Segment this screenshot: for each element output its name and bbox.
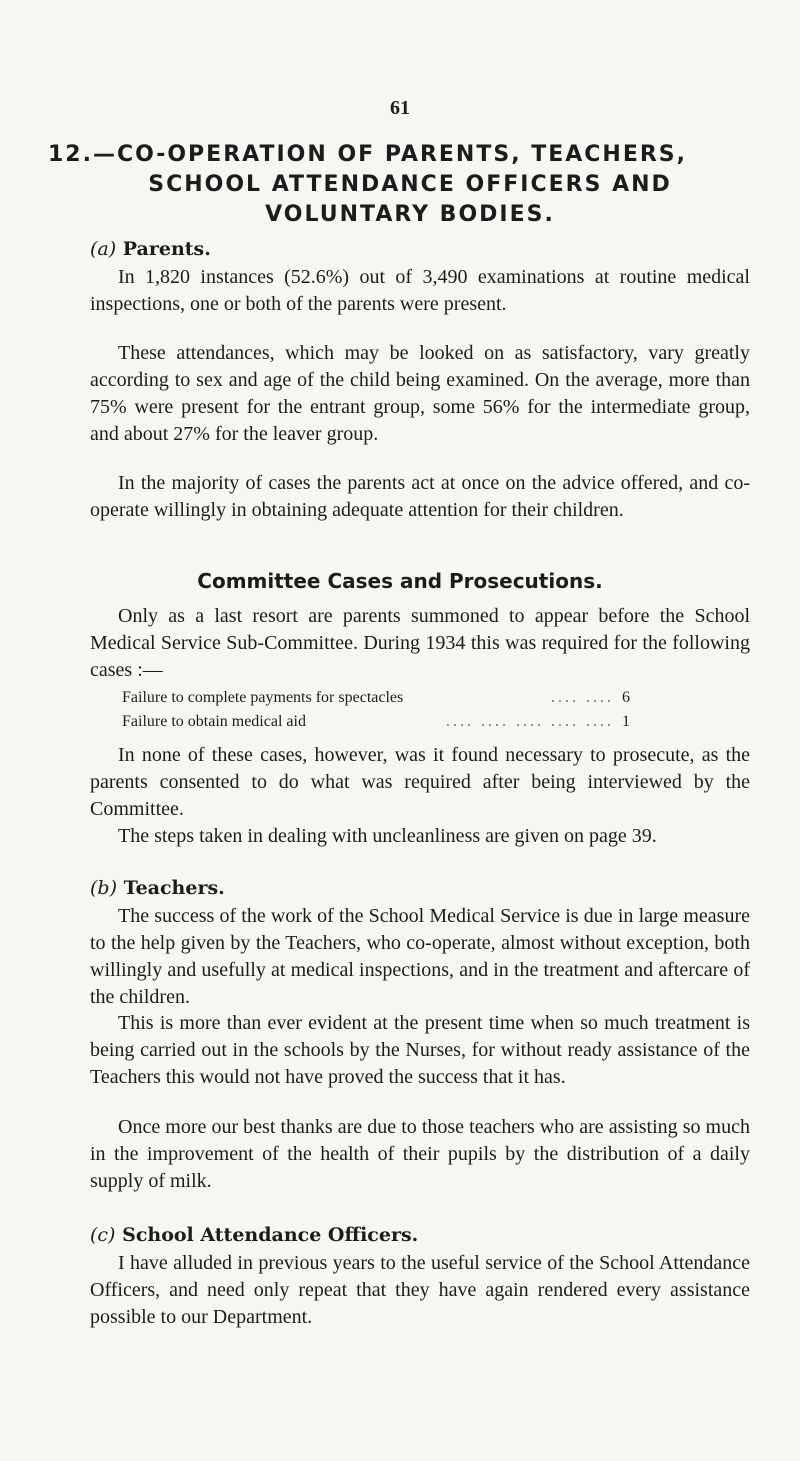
teachers-heading <box>90 875 750 902</box>
section-title <box>40 140 780 230</box>
parents-heading-text: Parents. <box>122 238 211 260</box>
case-count: 6 <box>622 689 630 706</box>
attendance-letter: (c) <box>90 1224 116 1246</box>
teachers-letter: (b) <box>90 877 117 899</box>
leader-dots: .... .... .... .... .... <box>446 713 614 730</box>
parents-paragraph-2: These attendances, which may be looked on as satisfactory, vary greatly according to sex and age of the child being examined. On the average, more than 75% were present for the entrant group, some 56% for the intermediate group, and about 27% for the leaver group. <box>90 342 750 445</box>
section-title-line-2: SCHOOL ATTENDANCE OFFICERS AND <box>148 172 672 197</box>
committee-paragraph-2: In none of these cases, however, was it found necessary to prosecute, as the parents consented to do what was required after being interviewed by the Committee. <box>90 744 750 820</box>
teachers-paragraph-2: This is more than ever evident at the present time when so much treatment is being carried out in the schools by the Nurses, for without ready assistance of the Teachers this would not have proved the success that it has. <box>90 1012 750 1088</box>
case-row <box>122 711 630 733</box>
committee-paragraph-1: Only as a last resort are parents summoned to appear before the School Medical Service Sub-Committee. During 1934 this was required for the following cases :— <box>90 605 750 681</box>
case-label: Failure to complete payments for spectacles <box>122 689 404 706</box>
committee-paragraph-3: The steps taken in dealing with uncleanliness are given on page 39. <box>118 825 657 847</box>
parents-heading <box>90 236 750 263</box>
case-count: 1 <box>622 713 630 730</box>
section-title-line-3: VOLUNTARY BODIES. <box>265 202 555 227</box>
teachers-heading-text: Teachers. <box>123 877 225 899</box>
parents-paragraph-3: In the majority of cases the parents act at once on the advice offered, and co-operate willingly in obtaining adequate attention for their children. <box>90 472 750 521</box>
committee-heading: Committee Cases and Prosecutions. <box>197 569 603 593</box>
parents-paragraph-1: In 1,820 instances (52.6%) out of 3,490 examinations at routine medical inspections, one or both of the parents were present. <box>90 266 750 315</box>
leader-dots: .... .... <box>551 689 614 706</box>
teachers-paragraph-1: The success of the work of the School Medical Service is due in large measure to the help given by the Teachers, who co-operate, almost without exception, both willingly and usefully at medical inspections, and in the treatment and aftercare of the children. <box>90 905 750 1008</box>
page-number: 61 <box>390 97 410 119</box>
attendance-paragraph-1: I have alluded in previous years to the useful service of the School Attendance Officers, and need only repeat that they have again rendered every assistance possible to our Department. <box>90 1252 750 1328</box>
parents-letter: (a) <box>90 238 117 260</box>
case-row <box>122 687 630 709</box>
section-title-line-1: 12.—CO-OPERATION OF PARENTS, TEACHERS, <box>48 142 687 167</box>
attendance-heading <box>90 1222 750 1249</box>
attendance-heading-text: School Attendance Officers. <box>122 1224 419 1246</box>
case-label: Failure to obtain medical aid <box>122 713 306 730</box>
teachers-paragraph-3: Once more our best thanks are due to those teachers who are assisting so much in the improvement of the health of their pupils by the distribution of a daily supply of milk. <box>90 1116 750 1192</box>
